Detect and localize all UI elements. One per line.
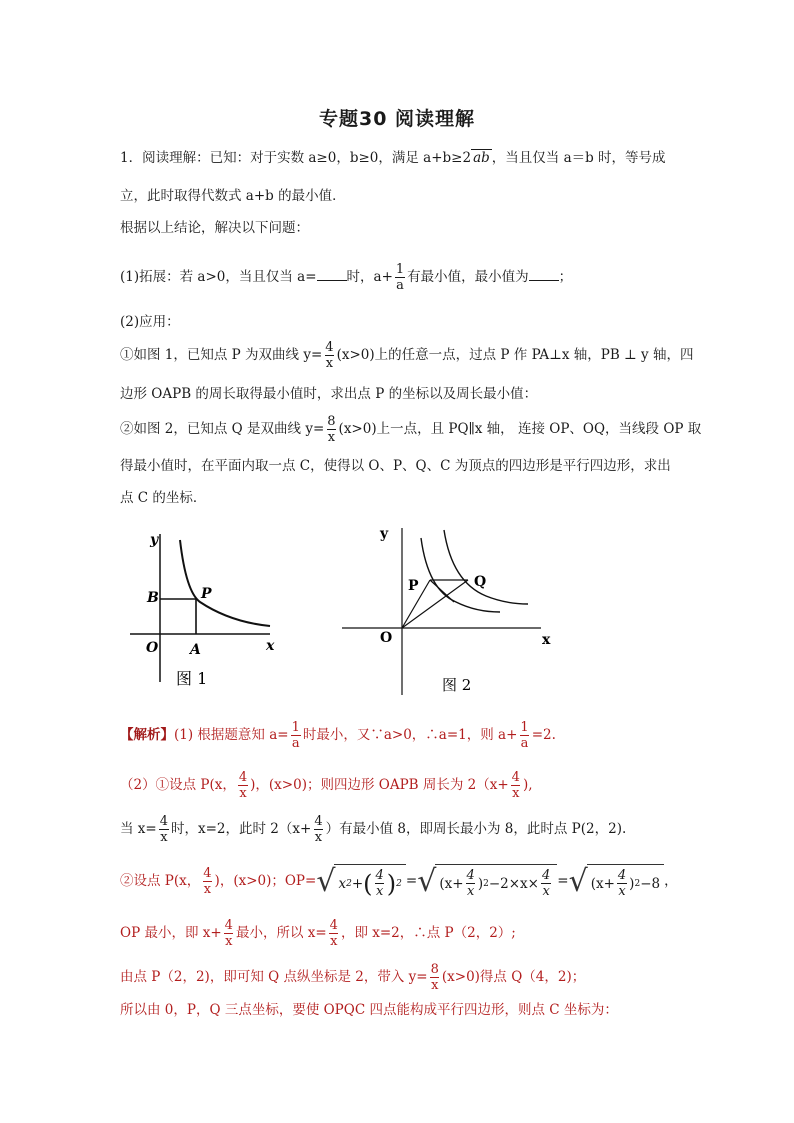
radical-1: √ x 2 + ( $\frac{4}{x}$ ) 2 bbox=[316, 864, 406, 899]
solution-text: 由点 P（2，2)，即可知 Q 点纵坐标是 2，带入 y= bbox=[120, 969, 428, 985]
numerator: 4 bbox=[224, 918, 233, 933]
denominator: x bbox=[314, 830, 323, 845]
answer-blank-2[interactable] bbox=[529, 268, 559, 281]
numerator: 4 bbox=[325, 340, 334, 355]
solution-text: 时最小，又∵a>0，∴a=1，则 a+ bbox=[302, 727, 518, 743]
q1-text: (1)拓展：若 a>0，当且仅当 a= bbox=[120, 269, 317, 285]
q1-text: 有最小值，最小值为 bbox=[407, 269, 529, 285]
numerator: 4 bbox=[329, 918, 338, 933]
solution-tag: 【解析】 bbox=[120, 727, 174, 743]
numerator: 4 bbox=[617, 868, 627, 883]
solution-text: 时，x=2，此时 2（x+ bbox=[171, 821, 312, 837]
solution-text: ）有最小值 8，即周长最小为 8，此时点 P(2，2). bbox=[325, 821, 627, 837]
numerator: 8 bbox=[327, 414, 336, 429]
solution-text: ， bbox=[664, 873, 678, 889]
solution-line-6 bbox=[120, 962, 680, 993]
fraction-4-over-x bbox=[224, 918, 234, 949]
label-b: B bbox=[147, 590, 159, 606]
label-p: P bbox=[408, 578, 419, 594]
label-o: O bbox=[146, 640, 159, 656]
fraction-1-over-a bbox=[519, 720, 529, 751]
rad-term: ) bbox=[477, 875, 484, 892]
denominator: x bbox=[160, 830, 168, 845]
exponent: 2 bbox=[483, 878, 489, 889]
label-y: y bbox=[150, 532, 159, 548]
solution-text: （2）①设点 P(x， bbox=[120, 777, 236, 793]
numerator: 1 bbox=[520, 720, 529, 735]
fraction-4-over-x bbox=[313, 814, 323, 845]
solution-text: 当 x= bbox=[120, 821, 157, 837]
numerator: 4 bbox=[238, 770, 248, 785]
fraction-1-over-a bbox=[291, 720, 301, 751]
numerator: 4 bbox=[314, 814, 323, 829]
denominator: x bbox=[512, 786, 520, 801]
figure-2-caption: 图 2 bbox=[442, 676, 472, 694]
denominator: x bbox=[239, 786, 247, 801]
solution-text: ②设点 P(x， bbox=[120, 873, 201, 889]
denominator: x bbox=[467, 884, 475, 899]
hyperbola-curve bbox=[180, 540, 270, 626]
denominator: a bbox=[396, 278, 404, 293]
solution-line-3 bbox=[120, 814, 680, 845]
hyperbola-outer bbox=[444, 530, 528, 604]
numerator: 4 bbox=[203, 866, 212, 881]
sqrt-ab: ab bbox=[473, 150, 490, 166]
denominator: x bbox=[618, 884, 626, 899]
question-2-2-cont: 得最小值时，在平面内取一点 C，使得以 O、P、Q、C 为顶点的四边形是平行四边形，求出 bbox=[120, 458, 671, 474]
denominator: x bbox=[325, 356, 334, 371]
numerator: 4 bbox=[375, 868, 384, 883]
fraction-4-over-x bbox=[329, 918, 339, 949]
q2-1-text: ①如图 1，已知点 P 为双曲线 y= bbox=[120, 347, 323, 363]
q1-text: ； bbox=[558, 269, 573, 285]
solution-text: OP 最小，即 x+ bbox=[120, 925, 222, 941]
exponent: 2 bbox=[346, 878, 352, 889]
figure-1 bbox=[120, 522, 290, 692]
solution-text: = bbox=[557, 873, 569, 889]
label-x: x bbox=[542, 632, 551, 648]
q2-2-text: (x>0)上一点，且 PQ∥x 轴， 连接 OP、OQ，当线段 OP 取 bbox=[338, 421, 702, 437]
q2-1-text: (x>0)上的任意一点，过点 P 作 PA⊥x 轴，PB ⊥ y 轴，四 bbox=[336, 347, 694, 363]
fraction-4-over-x bbox=[202, 866, 212, 897]
solution-text: (x>0)得点 Q（4，2)； bbox=[441, 969, 586, 985]
question-2-2-end: 点 C 的坐标． bbox=[120, 490, 207, 506]
solution-text: ，即 x=2，∴点 P（2，2）; bbox=[340, 925, 516, 941]
rad-term: (x+ bbox=[439, 875, 464, 892]
label-a: A bbox=[190, 642, 201, 658]
exponent: 2 bbox=[634, 878, 641, 889]
solution-text: )，(x>0)；OP= bbox=[214, 873, 317, 889]
solution-text: 最小，所以 x= bbox=[235, 925, 327, 941]
radical-3: √ (x+ $\frac{4}{x}$ ) 2 −8 bbox=[569, 864, 665, 899]
denominator: x bbox=[330, 934, 338, 949]
fraction-1-over-a bbox=[395, 262, 405, 293]
denominator: a bbox=[291, 736, 300, 751]
fraction-8-over-x bbox=[430, 962, 440, 993]
numerator: 4 bbox=[541, 868, 551, 883]
solution-text: = bbox=[405, 873, 418, 889]
q1-text: 时，a+ bbox=[346, 269, 393, 285]
denominator: x bbox=[542, 884, 550, 899]
fraction-8-over-x bbox=[326, 414, 336, 445]
rad-term: x bbox=[338, 875, 347, 892]
problem-line-2: 立，此时取得代数式 a+b 的最小值． bbox=[120, 188, 346, 204]
figure-2 bbox=[336, 520, 566, 700]
rad-term: −8 bbox=[640, 875, 661, 892]
question-1 bbox=[120, 262, 680, 293]
solution-line-5 bbox=[120, 918, 680, 949]
solution-text: =2. bbox=[531, 727, 556, 743]
question-2-1-cont: 边形 OAPB 的周长取得最小值时，求出点 P 的坐标以及周长最小值： bbox=[120, 386, 538, 402]
problem-text: ，当且仅当 a＝b 时，等号成 bbox=[491, 150, 666, 166]
problem-text: 1．阅读理解：已知：对于实数 a≥0，b≥0，满足 a+b≥2 bbox=[120, 150, 472, 166]
solution-line-2 bbox=[120, 770, 680, 801]
label-y: y bbox=[380, 526, 389, 542]
label-p: P bbox=[201, 586, 212, 602]
solution-text: (1) 根据题意知 a= bbox=[174, 727, 289, 743]
numerator: 4 bbox=[466, 868, 475, 883]
denominator: x bbox=[431, 978, 439, 993]
fraction-4-over-x bbox=[238, 770, 248, 801]
rad-term: ) bbox=[629, 875, 635, 892]
numerator: 4 bbox=[511, 770, 520, 785]
question-2-heading: (2)应用： bbox=[120, 314, 180, 330]
solution-line-1 bbox=[120, 720, 680, 751]
numerator: 1 bbox=[395, 262, 405, 277]
solution-line-7: 所以由 0，P，Q 三点坐标，要使 OPQC 四点能构成平行四边形，则点 C 坐标为： bbox=[120, 1002, 618, 1018]
page-title: 专题30 阅读理解 bbox=[318, 108, 476, 130]
fraction-4-over-x bbox=[159, 814, 169, 845]
numerator: 4 bbox=[159, 814, 168, 829]
answer-blank-1[interactable] bbox=[317, 268, 347, 281]
denominator: x bbox=[375, 884, 384, 899]
problem-line-3: 根据以上结论，解决以下问题： bbox=[120, 220, 309, 236]
label-x: x bbox=[266, 638, 275, 654]
q2-2-text: ②如图 2，已知点 Q 是双曲线 y= bbox=[120, 421, 325, 437]
denominator: x bbox=[327, 430, 336, 445]
solution-line-4 bbox=[120, 864, 680, 899]
solution-text: ), bbox=[522, 777, 533, 793]
rectangle-oapb bbox=[160, 599, 196, 634]
label-o: O bbox=[380, 630, 393, 646]
solution-text: )，(x>0)；则四边形 OAPB 周长为 2（x+ bbox=[250, 777, 509, 793]
denominator: x bbox=[203, 882, 212, 897]
question-2-1 bbox=[120, 340, 694, 371]
fraction-4-over-x bbox=[511, 770, 521, 801]
rad-term: −2×x× bbox=[488, 875, 539, 892]
numerator: 8 bbox=[430, 962, 439, 977]
denominator: a bbox=[520, 736, 529, 751]
rad-term: (x+ bbox=[590, 875, 615, 892]
exponent: 2 bbox=[396, 878, 402, 889]
question-2-2 bbox=[120, 414, 702, 445]
problem-line-1 bbox=[120, 148, 680, 168]
fraction-4-over-x bbox=[324, 340, 334, 371]
label-q: Q bbox=[474, 574, 487, 590]
denominator: x bbox=[225, 934, 233, 949]
numerator: 1 bbox=[291, 720, 300, 735]
radical-2: √ (x+ $\frac{4}{x}$ ) 2 −2×x× $\frac{4}{x}$ bbox=[417, 864, 557, 899]
figure-1-caption: 图 1 bbox=[176, 669, 208, 688]
